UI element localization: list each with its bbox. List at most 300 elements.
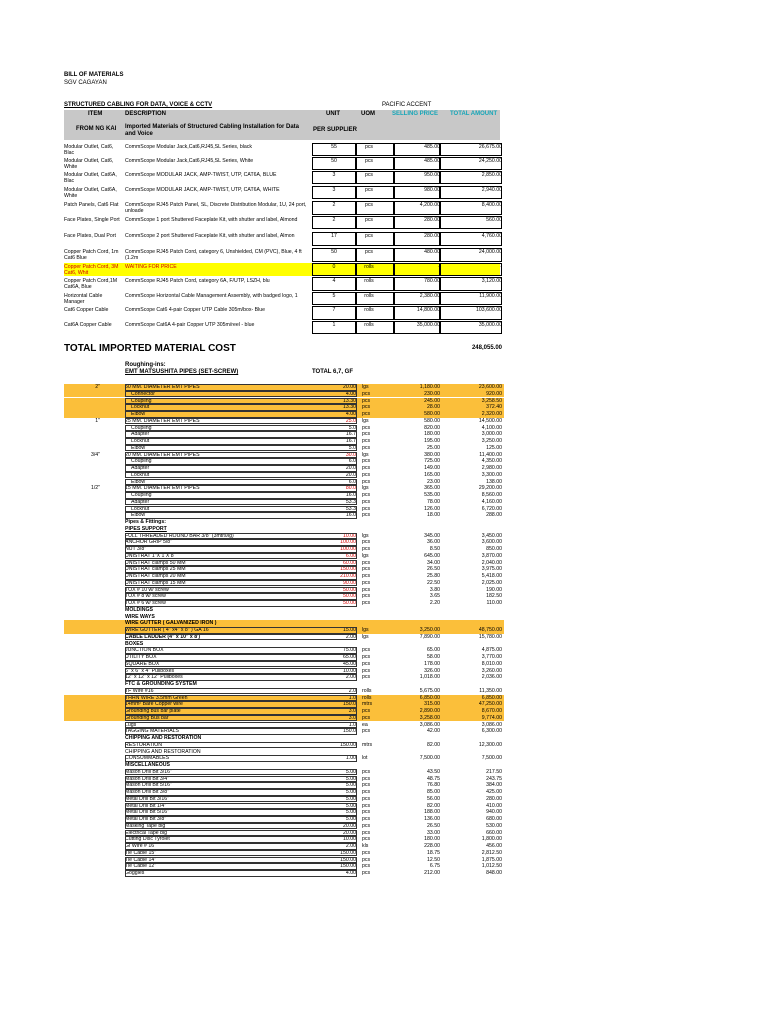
uom-cell: pcs <box>362 424 371 431</box>
row-border <box>125 499 357 506</box>
item-cell: Copper Patch Cord, 3M Cat6, Whit <box>64 264 119 276</box>
local-row <box>64 519 504 526</box>
uom-cell: pcs <box>364 202 374 208</box>
uom-cell: pcs <box>362 795 371 802</box>
row-border <box>125 391 357 398</box>
cell-border <box>394 277 440 291</box>
price-cell: 22.50 <box>427 579 440 586</box>
local-row <box>64 843 504 850</box>
quantity-cell: 150.00 <box>340 863 356 870</box>
description-cell: Locknut <box>131 505 150 512</box>
total-imported-value: 248,055.00 <box>471 345 502 351</box>
item-cell: Modular Outlet, Cat6, White <box>64 158 114 170</box>
cell-border <box>440 248 502 262</box>
uom-cell: pcs <box>362 579 371 586</box>
price-cell: 18.00 <box>427 512 440 519</box>
price-cell: 280.00 <box>424 217 440 223</box>
description-cell: GI Wire # 16 <box>125 843 155 849</box>
group-label-cell: 1/2" <box>90 485 100 492</box>
row-border <box>125 465 357 472</box>
item-cell: Copper Patch Cord,1M Cat6A, Blue <box>64 278 118 290</box>
amount-cell: 6,300.00 <box>481 728 502 735</box>
quantity-cell: 13.30 <box>343 404 356 411</box>
imported-row <box>64 171 500 184</box>
unit-cell: 4 <box>332 278 336 284</box>
quantity-cell: 13.30 <box>343 397 356 404</box>
amount-cell: 11,400.00 <box>479 451 502 458</box>
quantity-cell: 150.00 <box>340 741 356 748</box>
description-cell: WAITING FOR PRICE <box>125 264 177 270</box>
uom-cell: lgs <box>362 552 369 559</box>
price-cell: 212.00 <box>424 870 440 876</box>
local-row <box>64 539 504 546</box>
uom-cell: lgs <box>362 532 369 539</box>
description-cell: SQUARE BOX <box>125 660 160 667</box>
price-cell: 28.00 <box>427 404 440 411</box>
cell-border <box>440 263 502 276</box>
uom-cell: pcs <box>362 667 371 674</box>
local-row <box>64 647 504 654</box>
uom-cell: kls <box>362 843 369 849</box>
header-desc2: Imported Materials of Structured Cabling Installation for Data and Voice <box>125 124 300 137</box>
vendor-label: PACIFIC ACCENT <box>382 102 432 108</box>
row-border <box>125 593 357 600</box>
cell-border <box>356 201 394 215</box>
description-cell: CommScope Cat6 4-pair Copper UTP Cable 305m/box- Blue <box>125 307 266 313</box>
local-row <box>64 492 504 499</box>
price-cell: 380.00 <box>424 451 440 458</box>
uom-cell: rolls <box>364 264 374 270</box>
quantity-cell: 5.0 <box>348 424 356 431</box>
cell-border <box>440 186 502 199</box>
local-row <box>64 668 504 675</box>
cell-border <box>440 232 502 246</box>
uom-cell: pcs <box>362 674 371 681</box>
price-cell: 2,380.00 <box>419 293 440 299</box>
cell-border <box>356 143 394 156</box>
quantity-cell: 75.00 <box>343 647 356 654</box>
local-row <box>64 654 504 661</box>
cell-border <box>356 292 394 305</box>
unit-cell: 55 <box>331 144 337 150</box>
quantity-cell: 4.00 <box>345 870 356 876</box>
uom-cell: pcs <box>364 172 374 178</box>
price-cell: 3,258.00 <box>419 714 440 721</box>
local-row <box>64 850 504 857</box>
row-border <box>125 431 357 438</box>
quantity-cell: 2.0 <box>348 687 356 694</box>
uom-cell: pcs <box>364 217 374 223</box>
group-label-cell: 2" <box>95 384 100 390</box>
local-row <box>64 715 504 722</box>
uom-cell: pcs <box>362 566 371 573</box>
uom-cell: lgs <box>362 627 369 633</box>
row-border <box>125 458 357 465</box>
amount-cell: 6,720.00 <box>481 505 502 512</box>
local-row <box>64 789 504 796</box>
unit-cell: 3 <box>332 187 336 193</box>
price-cell: 230.00 <box>424 390 440 397</box>
amount-cell: 4,160.00 <box>481 498 502 505</box>
header-item: ITEM <box>88 111 103 117</box>
row-border <box>125 573 357 580</box>
row-border <box>125 398 357 405</box>
cell-border <box>312 216 356 229</box>
description-cell: CommScope Modular Jack,Cat6,RJ45,SL Series, White <box>125 158 254 164</box>
local-row <box>64 823 504 830</box>
row-border <box>125 634 357 641</box>
imported-row <box>64 277 500 291</box>
local-row <box>64 533 504 540</box>
amount-cell: 410.00 <box>486 802 502 809</box>
price-cell: 2,890.00 <box>419 708 440 714</box>
uom-cell: pcs <box>362 505 371 512</box>
uom-cell: pcs <box>362 870 371 876</box>
imported-row <box>64 157 500 170</box>
description-cell: Electrical Tape big <box>125 829 168 836</box>
uom-cell: pcs <box>362 856 371 863</box>
cell-border <box>312 292 356 305</box>
local-row <box>64 431 504 438</box>
uom-cell: pcs <box>362 539 371 546</box>
price-cell: 245.00 <box>424 397 440 404</box>
description-cell: Connector <box>131 390 155 397</box>
amount-cell: 288.00 <box>486 512 502 519</box>
item-cell: Modular Outlet, Cat6, Blac <box>64 144 114 156</box>
quantity-cell: 5.00 <box>345 802 356 809</box>
description-cell: 12" x 12" x 12" Pullboxes <box>125 674 183 681</box>
description-cell: WIRE WAYS <box>125 613 155 620</box>
cell-border <box>394 201 440 215</box>
document-subtitle: SGV CAGAYAN <box>64 80 107 86</box>
quantity-cell: 1.00 <box>345 755 356 762</box>
description-cell: CommScope MODULAR JACK, AMP-TWIST, UTP, CAT6A, WHITE <box>125 187 280 193</box>
description-cell: CommScope Modular Jack,Cat6,RJ45,SL Series, black <box>125 144 252 150</box>
local-row <box>64 836 504 843</box>
price-cell: 58.00 <box>427 654 440 660</box>
price-cell: - <box>438 264 440 270</box>
row-border <box>125 445 357 452</box>
row-border <box>125 742 357 749</box>
row-border <box>125 647 357 654</box>
description-cell: NUT 3/8" <box>125 546 147 552</box>
cell-border <box>356 306 394 320</box>
uom-cell: pcs <box>362 863 371 870</box>
cell-border <box>394 263 440 276</box>
cell-border <box>312 321 356 334</box>
uom-cell: pcs <box>362 809 371 816</box>
description-cell: THHN WIRE 3.5mm Green <box>125 694 188 701</box>
description-cell: Elbow <box>131 478 146 485</box>
amount-cell: 2,850.00 <box>481 172 502 178</box>
cell-border <box>394 232 440 246</box>
row-border <box>125 674 357 681</box>
quantity-cell: 16.0 <box>345 512 356 519</box>
amount-cell: 103,600.00 <box>476 307 502 313</box>
local-row <box>64 418 504 425</box>
unit-cell: 2 <box>332 202 336 208</box>
quantity-cell: 16.0 <box>345 492 356 498</box>
item-cell: Patch Panels, Cat6 Flat <box>64 202 119 208</box>
uom-cell: pcs <box>362 465 371 471</box>
amount-cell: 7,500.00 <box>481 755 502 762</box>
price-cell: 165.00 <box>424 471 440 478</box>
local-row <box>64 560 504 567</box>
price-cell: 820.00 <box>424 424 440 431</box>
cell-border <box>356 277 394 291</box>
local-row <box>64 391 504 398</box>
local-row <box>64 614 504 621</box>
local-row <box>64 404 504 411</box>
description-cell: WIRE GUTTER ( 4" x4" x 8" ) GA 16 <box>125 627 209 633</box>
quantity-cell: 5.0 <box>348 444 356 451</box>
row-border <box>125 863 357 870</box>
description-cell: Adapter <box>131 431 150 438</box>
description-cell: UNISTRAT clamps 15 MM <box>125 579 186 586</box>
row-border <box>125 418 357 425</box>
row-border <box>125 539 357 546</box>
local-row <box>64 593 504 600</box>
price-cell: 3.80 <box>429 586 440 593</box>
price-cell: 180.00 <box>424 836 440 843</box>
description-cell: Coupling <box>131 458 152 465</box>
uom-cell: lot <box>362 755 368 762</box>
row-border <box>125 654 357 661</box>
quantity-cell: 53.3 <box>345 498 356 505</box>
item-cell: Face Plates, Single Port <box>64 217 120 223</box>
price-cell: 228.00 <box>424 843 440 849</box>
price-cell: 780.00 <box>424 278 440 284</box>
local-row <box>64 735 504 742</box>
amount-cell: 4,100.00 <box>481 424 502 431</box>
price-cell: 42.00 <box>427 728 440 735</box>
local-row <box>64 782 504 789</box>
row-border <box>125 728 357 735</box>
description-cell: TOX # 6 w/ screw <box>125 600 166 606</box>
cell-border <box>394 186 440 199</box>
row-border <box>125 546 357 553</box>
imported-row <box>64 201 500 215</box>
price-cell: 65.00 <box>427 647 440 654</box>
amount-cell: 2,812.50 <box>481 849 502 856</box>
uom-cell: ea <box>362 721 368 728</box>
local-row <box>64 580 504 587</box>
uom-cell: pcs <box>362 492 371 498</box>
unit-cell: 50 <box>331 158 337 164</box>
row-border <box>125 566 357 573</box>
uom-cell: pcs <box>362 802 371 809</box>
description-cell: CHIPPING AND RESTORATION <box>125 735 202 741</box>
uom-cell: pcs <box>362 458 371 465</box>
imported-row <box>64 248 500 262</box>
description-cell: Coupling <box>131 492 152 498</box>
description-cell: Metal Drill Bit 3/8" <box>125 816 167 822</box>
description-cell: UNISTRAT 1"X 1 X 8 <box>125 552 174 559</box>
description-cell: CommScope 2 port Shuttered Faceplate Kit, with shutter and label, Almon <box>125 233 295 239</box>
price-cell: 76.80 <box>427 782 440 789</box>
quantity-cell: 1.0 <box>348 694 356 701</box>
header-per-supplier: PER SUPPLIER <box>313 127 358 133</box>
row-border <box>125 843 357 850</box>
group-label-cell: 3/4" <box>90 451 100 458</box>
amount-cell: 190.00 <box>486 586 502 593</box>
item-cell: Modular Outlet, Cat6A, White <box>64 187 117 199</box>
uom-cell: lgs <box>362 633 369 640</box>
amount-cell: 35,000.00 <box>478 322 502 328</box>
amount-cell: 660.00 <box>486 829 502 836</box>
description-cell: Mason Drill Bit 5/16" <box>125 782 172 789</box>
cell-border <box>312 232 356 246</box>
local-row <box>64 776 504 783</box>
description-cell: Tie Cable 15" <box>125 849 157 856</box>
description-cell: Metal Drill Bit 3/16" <box>125 795 169 802</box>
description-cell: CHIPPING AND RESTORATION <box>125 748 201 755</box>
row-border <box>125 668 357 675</box>
amount-cell: 4,350.00 <box>481 458 502 465</box>
local-row <box>64 863 504 870</box>
quantity-cell: 150.0 <box>343 728 356 735</box>
quantity-cell: 45.00 <box>343 660 356 667</box>
description-cell: BOXES <box>125 640 144 647</box>
local-row <box>64 546 504 553</box>
price-cell: 3,086.00 <box>419 721 440 728</box>
uom-cell: pcs <box>362 559 371 566</box>
uom-cell: pcs <box>362 708 371 714</box>
local-row <box>64 499 504 506</box>
price-cell: 485.00 <box>424 158 440 164</box>
price-cell: 33.00 <box>427 829 440 836</box>
uom-cell: pcs <box>362 444 371 451</box>
quantity-cell: 5.00 <box>345 795 356 802</box>
description-cell: CommScope 1 port Shuttered Faceplate Kit, with shutter and label, Almond <box>125 217 298 223</box>
description-cell: TF Wire #16 <box>125 687 154 694</box>
price-cell: 34.00 <box>427 559 440 566</box>
quantity-cell: 150.00 <box>340 849 356 856</box>
local-row <box>64 816 504 823</box>
amount-cell: 26,675.00 <box>478 144 502 150</box>
row-border <box>125 512 357 519</box>
amount-cell: 530.00 <box>486 822 502 829</box>
amount-cell: 3,770.00 <box>481 654 502 660</box>
row-border <box>125 850 357 857</box>
row-border <box>125 411 357 418</box>
amount-cell: 3,870.00 <box>481 552 502 559</box>
price-cell: 280.00 <box>424 233 440 239</box>
description-cell: WIRE GUTTER ( GALVANIZED IRON ) <box>125 620 217 627</box>
amount-cell: 5,418.00 <box>481 573 502 579</box>
amount-cell: 24,000.00 <box>478 249 502 255</box>
price-cell: 365.00 <box>424 485 440 492</box>
description-cell: Mason Drill Bit 3/16" <box>125 768 172 775</box>
cell-border <box>394 143 440 156</box>
local-row <box>64 627 504 634</box>
quantity-cell: 3.0 <box>348 708 356 714</box>
item-cell: Modular Outlet, Cat6A, Blac <box>64 172 117 184</box>
local-row <box>64 620 504 627</box>
local-row <box>64 566 504 573</box>
uom-cell: pcs <box>362 789 371 795</box>
row-border <box>125 506 357 513</box>
row-border <box>125 789 357 796</box>
amount-cell: 217.50 <box>486 768 502 775</box>
price-cell: 43.50 <box>427 768 440 775</box>
header-unit: UNIT <box>326 111 340 117</box>
row-border <box>125 404 357 411</box>
cell-border <box>394 157 440 170</box>
uom-cell: lgs <box>362 384 369 390</box>
quantity-cell: 60.00 <box>343 559 356 566</box>
price-cell: 5,675.00 <box>419 687 440 694</box>
cell-border <box>440 321 502 334</box>
uom-cell: pcs <box>362 498 371 505</box>
price-cell: 56.00 <box>427 795 440 802</box>
uom-cell: pcs <box>364 187 374 193</box>
cell-border <box>356 232 394 246</box>
description-cell: FULL THREADED ROUND BAR 3/8" (3mtrs/lg) <box>125 532 234 539</box>
cell-border <box>394 248 440 262</box>
amount-cell: 1,800.00 <box>481 836 502 843</box>
price-cell: 535.00 <box>424 492 440 498</box>
cell-border <box>356 248 394 262</box>
local-row <box>64 512 504 519</box>
price-cell: 149.00 <box>424 465 440 471</box>
uom-cell: pcs <box>364 249 374 255</box>
cell-border <box>312 143 356 156</box>
uom-cell: pcs <box>362 546 371 552</box>
quantity-cell: 16.7 <box>345 438 356 444</box>
emt-pipes-label: EMT MATSUSHITA PIPES (SET-SCREW) <box>125 369 239 375</box>
unit-cell: 0 <box>332 264 336 270</box>
amount-cell: 3,975.00 <box>481 566 502 573</box>
amount-cell: 3,250.00 <box>481 438 502 444</box>
quantity-cell: 150.0 <box>343 701 356 708</box>
description-cell: UNISTRAT clamps 25 MM <box>125 566 186 573</box>
local-row <box>64 857 504 864</box>
amount-cell: 8,560.00 <box>481 492 502 498</box>
imported-row <box>64 306 500 320</box>
row-border <box>125 769 357 776</box>
description-cell: Elbow <box>131 411 146 417</box>
uom-cell: pcs <box>362 411 371 417</box>
cell-border <box>312 201 356 215</box>
group-label-cell: 1" <box>95 417 100 424</box>
cell-border <box>312 306 356 320</box>
amount-cell: 560.00 <box>486 217 502 223</box>
row-border <box>125 701 357 708</box>
description-cell: Lugs <box>125 721 137 728</box>
quantity-cell: 10.00 <box>343 836 356 843</box>
quantity-cell: 50.00 <box>343 586 356 593</box>
uom-cell: lgs <box>362 417 369 424</box>
cell-border <box>356 186 394 199</box>
quantity-cell: 15.00 <box>343 627 356 633</box>
cell-border <box>356 321 394 334</box>
row-border <box>125 384 357 391</box>
uom-cell: mtrs <box>362 741 373 748</box>
amount-cell: 48,750.00 <box>478 627 502 633</box>
row-border <box>125 816 357 823</box>
price-cell: 6,850.00 <box>419 694 440 701</box>
unit-cell: 2 <box>332 217 336 223</box>
description-cell: Tie Cable 12" <box>125 863 157 870</box>
price-cell: 6.75 <box>429 863 440 870</box>
quantity-cell: 3.0 <box>348 714 356 721</box>
uom-cell: pcs <box>364 233 374 239</box>
amount-cell: 3,300.00 <box>481 471 502 478</box>
description-cell: Locknut <box>131 471 150 478</box>
description-cell: 6" x 6" x 4" Pullboxes <box>125 667 175 674</box>
uom-cell: pcs <box>362 390 371 397</box>
